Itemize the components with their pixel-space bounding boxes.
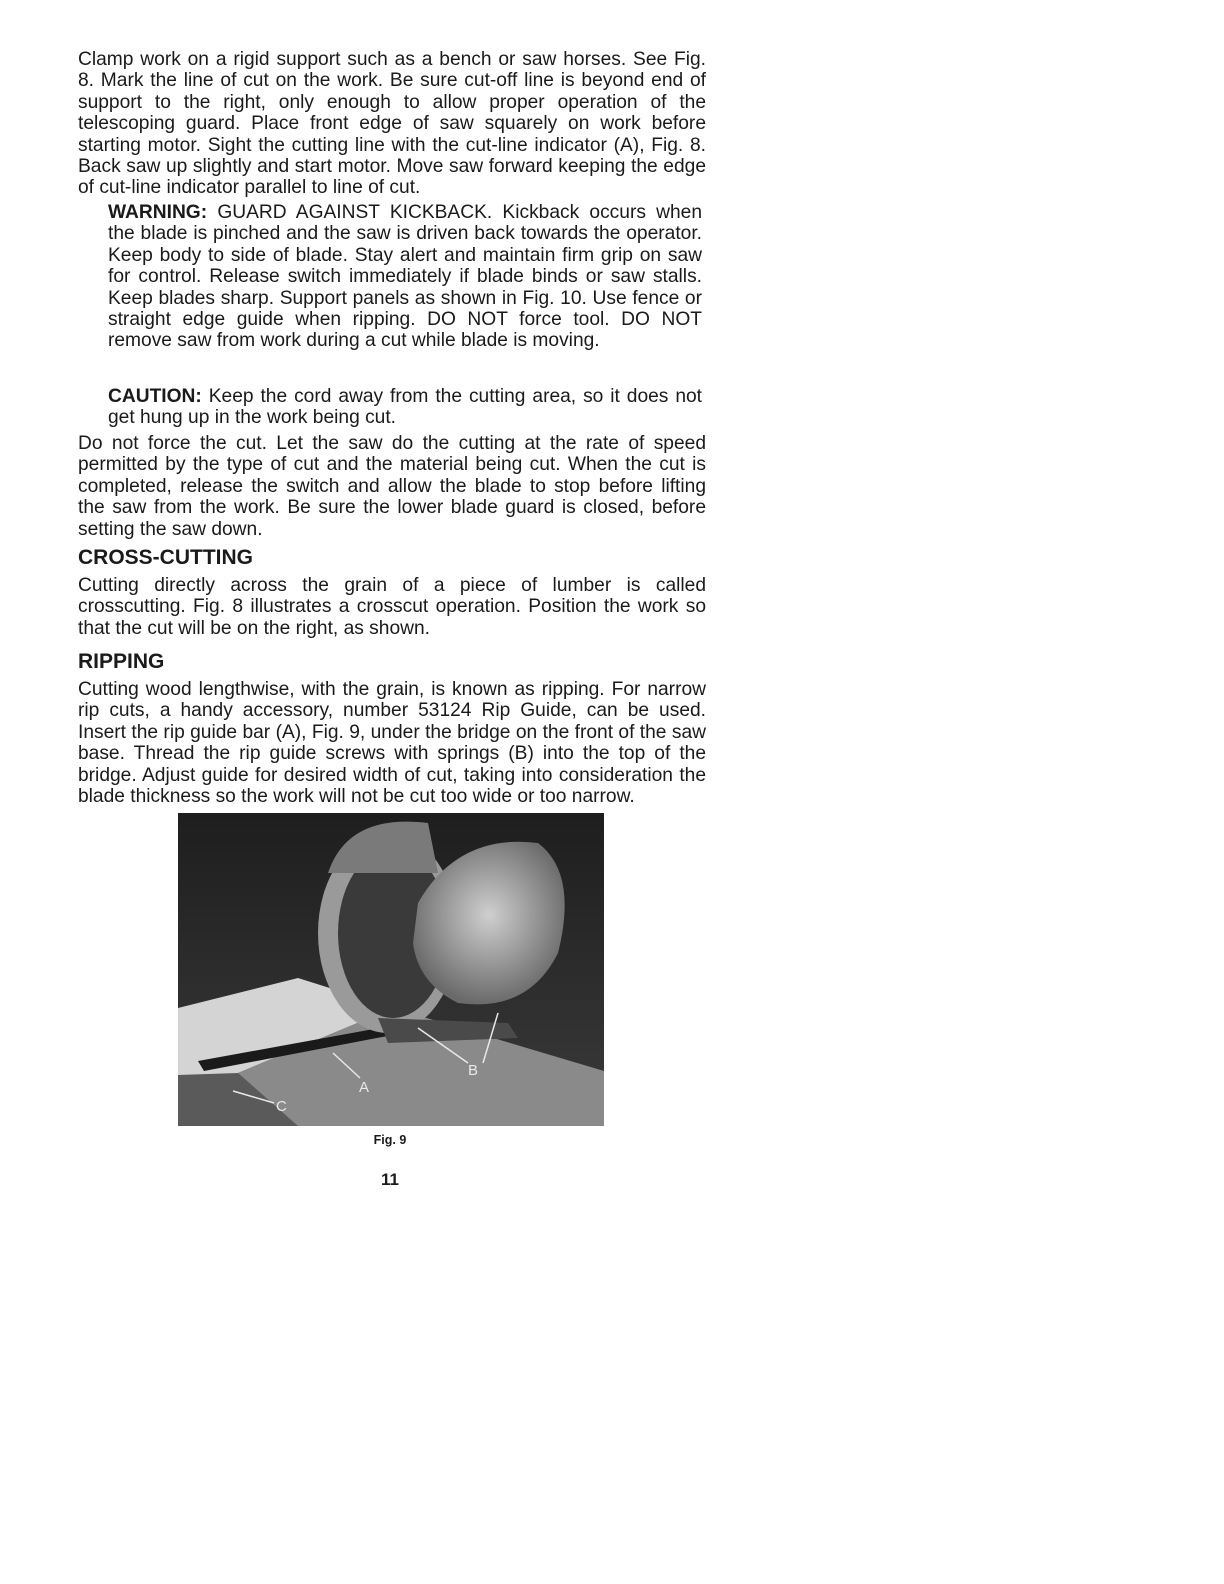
caution-text: Keep the cord away from the cutting area, so it does not get hung up in the work being cut.: [108, 386, 702, 429]
warning-label: WARNING:: [108, 202, 208, 223]
ripping-heading: RIPPING: [78, 650, 165, 673]
crosscutting-heading-wrap: [78, 546, 706, 570]
crosscutting-text: Cutting directly across the grain of a piece of lumber is called crosscutting. Fig. 8 illustrates a crosscut operation. Position the work so that the cut will be on the right, as shown.: [78, 575, 706, 639]
caution-label: CAUTION:: [108, 386, 202, 407]
warning-block: [78, 202, 706, 352]
page-number: 11: [381, 1170, 399, 1189]
warning-text: GUARD AGAINST KICKBACK. Kickback occurs when the blade is pinched and the saw is driven back towards the operator. Keep body to side of blade. Stay alert and maintain firm grip on saw for control. Release switch immediately if blade binds or saw stalls. Keep blades sharp. Support panels as shown in Fig. 10. Use fence or straight edge guide when ripping. DO NOT force tool. DO NOT remove saw from work during a cut while blade is moving.: [108, 202, 702, 352]
figure-photo: [178, 813, 604, 1126]
intro-paragraph: [78, 49, 706, 199]
figure-label-a: A: [359, 1079, 370, 1096]
crosscutting-paragraph: [78, 575, 706, 639]
cut-paragraph: [78, 433, 706, 540]
crosscutting-heading: CROSS-CUTTING: [78, 546, 253, 569]
figure-label-c: C: [276, 1098, 287, 1115]
figure-label-b: B: [468, 1062, 479, 1079]
cut-paragraph-text: Do not force the cut. Let the saw do the cutting at the rate of speed permitted by the type of cut and the material being cut. When the cut is completed, release the switch and allow the blade to stop before lifting the saw from the work. Be sure the lower blade guard is closed, before setting the saw down.: [78, 433, 706, 540]
figure-caption: Fig. 9: [373, 1133, 407, 1147]
saw-photo-illustration: [178, 813, 604, 1126]
ripping-text: Cutting wood lengthwise, with the grain, is known as ripping. For narrow rip cuts, a handy accessory, number 53124 Rip Guide, can be used. Insert the rip guide bar (A), Fig. 9, under the bridge on the front of the saw base. Thread the rip guide screws with springs (B) into the top of the bridge. Adjust guide for desired width of cut, taking into consideration the blade thickness so the work will not be cut too wide or too narrow.: [78, 679, 706, 808]
caution-block: [78, 386, 706, 429]
intro-paragraph-text: Clamp work on a rigid support such as a bench or saw horses. See Fig. 8. Mark the line of cut on the work. Be sure cut-off line is beyond end of support to the right, only enough to allow proper operation of the telescoping guard. Place front edge of saw squarely on work before starting motor. Sight the cutting line with the cut-line indicator (A), Fig. 8. Back saw up slightly and start motor. Move saw forward keeping the edge of cut-line indicator parallel to line of cut.: [78, 49, 706, 199]
ripping-heading-wrap: [78, 650, 706, 674]
ripping-paragraph: [78, 679, 706, 807]
